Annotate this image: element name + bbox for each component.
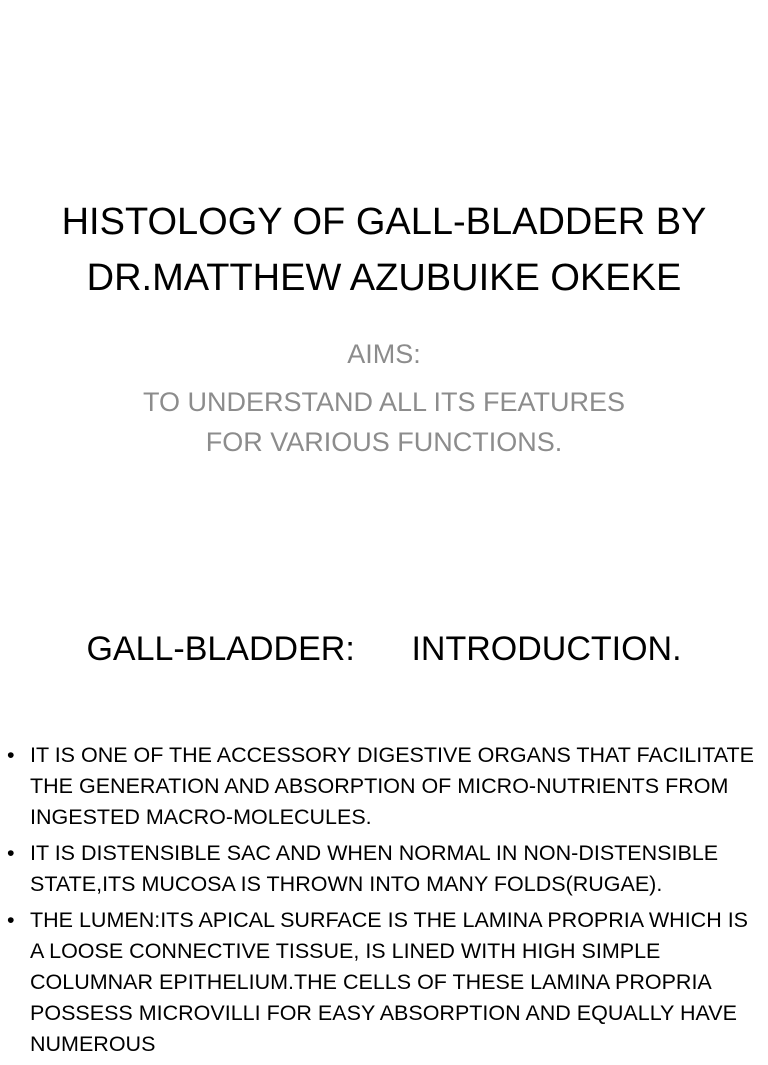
section-title: GALL-BLADDER: INTRODUCTION. bbox=[86, 630, 682, 668]
bullet-item bbox=[0, 905, 768, 1060]
bullet-item bbox=[0, 838, 768, 900]
aims-subtitle bbox=[0, 336, 768, 462]
bullet-item bbox=[0, 740, 768, 833]
bullet-text: THE LUMEN:ITS APICAL SURFACE IS THE LAMINA PROPRIA WHICH IS A LOOSE CONNECTIVE TISSUE, IS LINED WITH HIGH SIMPLE COLUMNAR EPITHELIUM.THE CELLS OF THESE LAMINA PROPRIA POSSESS MICROVILLI FOR EASY ABSORPTION AND EQUALLY HAVE NUMEROUS bbox=[30, 908, 749, 1056]
title-line-1: HISTOLOGY OF GALL-BLADDER BY bbox=[61, 201, 707, 243]
introduction-slide bbox=[0, 576, 768, 668]
bullet-list bbox=[0, 740, 768, 1065]
bullet-icon: • bbox=[7, 743, 15, 767]
bullet-text: IT IS DISTENSIBLE SAC AND WHEN NORMAL IN NON-DISTENSIBLE STATE,ITS MUCOSA IS THROWN INTO MANY FOLDS(RUGAE). bbox=[30, 841, 719, 896]
title-line-2: DR.MATTHEW AZUBUIKE OKEKE bbox=[86, 257, 682, 299]
bullet-icon: • bbox=[7, 841, 15, 865]
content-slide bbox=[0, 664, 768, 1056]
presentation-title bbox=[0, 194, 768, 306]
bullet-icon: • bbox=[7, 908, 15, 932]
aims-heading: AIMS: bbox=[347, 339, 421, 369]
aims-line-1: TO UNDERSTAND ALL ITS FEATURES bbox=[142, 387, 626, 417]
aims-line-2: FOR VARIOUS FUNCTIONS. bbox=[205, 427, 563, 457]
bullet-text: IT IS ONE OF THE ACCESSORY DIGESTIVE ORGANS THAT FACILITATE THE GENERATION AND ABSORPTION OF MICRO-NUTRIENTS FROM INGESTED MACRO-MOLECULES. bbox=[30, 743, 754, 829]
